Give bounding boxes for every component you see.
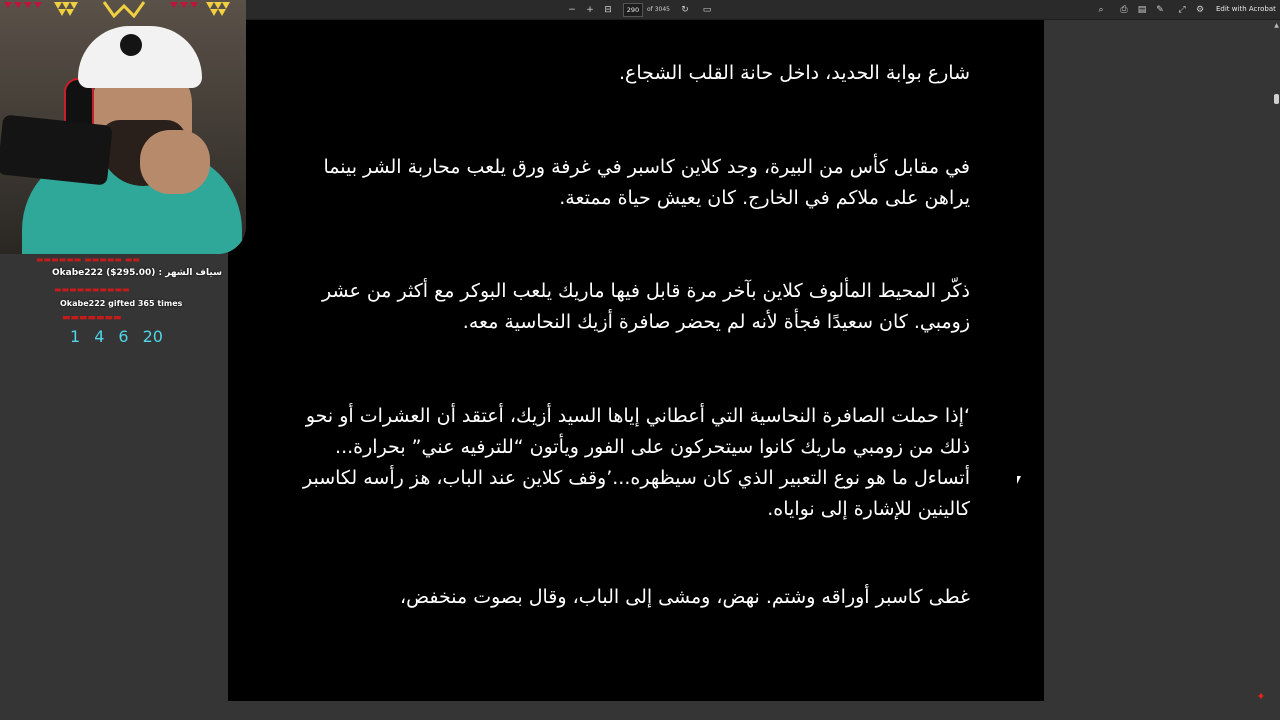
paragraph: شارع بوابة الحديد، داخل حانة القلب الشجاع. — [619, 62, 970, 84]
mouse-cursor-icon — [1017, 476, 1021, 484]
counter: 1 — [70, 327, 81, 346]
save-icon[interactable]: ▤ — [1137, 5, 1147, 15]
paragraph: ذكّر المحيط المألوف كلاين بآخر مرة قابل فيها ماريك يلعب البوكر مع أكثر من عشر زومبي. كان سعيدًا فجأة لأنه لم يحضر صافرة أزيك النحاسية معه. — [322, 280, 970, 333]
search-icon[interactable]: ⌕ — [1098, 5, 1104, 15]
counter: 20 — [142, 327, 163, 346]
edit-with-acrobat-button[interactable]: Edit with Acrobat — [1216, 5, 1276, 13]
counter: 6 — [118, 327, 129, 346]
page-number-input[interactable]: 290 — [623, 3, 643, 17]
microphone-arm — [0, 114, 113, 185]
page-count: of 3045 — [647, 6, 670, 13]
zoom-out-button[interactable]: − — [568, 5, 576, 15]
draw-icon[interactable]: ✎ — [1156, 5, 1164, 15]
counter-row — [70, 327, 163, 346]
jumpman-logo-icon — [120, 34, 142, 56]
fit-page-icon[interactable]: ⊟ — [604, 5, 612, 15]
zoom-in-button[interactable]: + — [586, 5, 594, 15]
w-logo-icon — [104, 2, 144, 16]
gift-alert-strip: ▬▬▬▬▬▬▬▬▬▬ — [54, 285, 130, 294]
gifted-subs-label: Okabe222 gifted 365 times — [60, 299, 183, 308]
expand-icon[interactable]: ⤢ — [1178, 5, 1186, 15]
paragraph: غطى كاسبر أوراقه وشتم. نهض، ومشى إلى الباب، وقال بصوت منخفض، — [399, 586, 970, 608]
document-page — [228, 20, 1044, 701]
print-icon[interactable]: ⎙ — [1120, 5, 1128, 15]
sub-count-strip: ▬▬▬▬▬▬▬ — [62, 313, 122, 323]
acrobat-icon[interactable]: ✦ — [1256, 690, 1266, 703]
paragraph: ‘إذا حملت الصافرة النحاسية التي أعطاني إياها السيد أزيك، أعتقد أن العشرات أو نحو ذلك من زومبي ماريك كانوا سيتحركون على الفور ويأتون “للترفيه عني” بحرارة... أتساءل ما هو نوع التعبير الذي كان سيظهره...’وقف كلاين عند الباب، هز رأسه لكاسبر كالينين للإشارة إلى نواياه. — [303, 405, 970, 520]
vertical-scrollbar[interactable] — [1273, 20, 1280, 720]
scroll-up-icon[interactable]: ▲ — [1274, 22, 1279, 29]
alert-strip: ▬▬▬▬▬▬ ▬▬▬▬▬ ▬▬ — [36, 255, 140, 264]
page-text — [300, 58, 970, 676]
page-view-icon[interactable]: ▭ — [702, 5, 712, 15]
gear-icon[interactable]: ⚙ — [1195, 5, 1205, 15]
paragraph: في مقابل كأس من البيرة، وجد كلاين كاسبر في غرفة ورق يلعب محاربة الشر بينما يراهن على ملاكم في الخارج. كان يعيش حياة ممتعة. — [323, 156, 970, 209]
webcam-overlay — [0, 0, 246, 254]
overlay-banner — [0, 0, 246, 18]
scrollbar-thumb[interactable] — [1274, 94, 1279, 104]
counter: 4 — [94, 327, 105, 346]
rotate-icon[interactable]: ↻ — [681, 5, 689, 15]
top-subscriber-label: Okabe222 ($295.00) : سياف الشهر — [52, 268, 222, 278]
streamer-hand — [140, 130, 210, 194]
